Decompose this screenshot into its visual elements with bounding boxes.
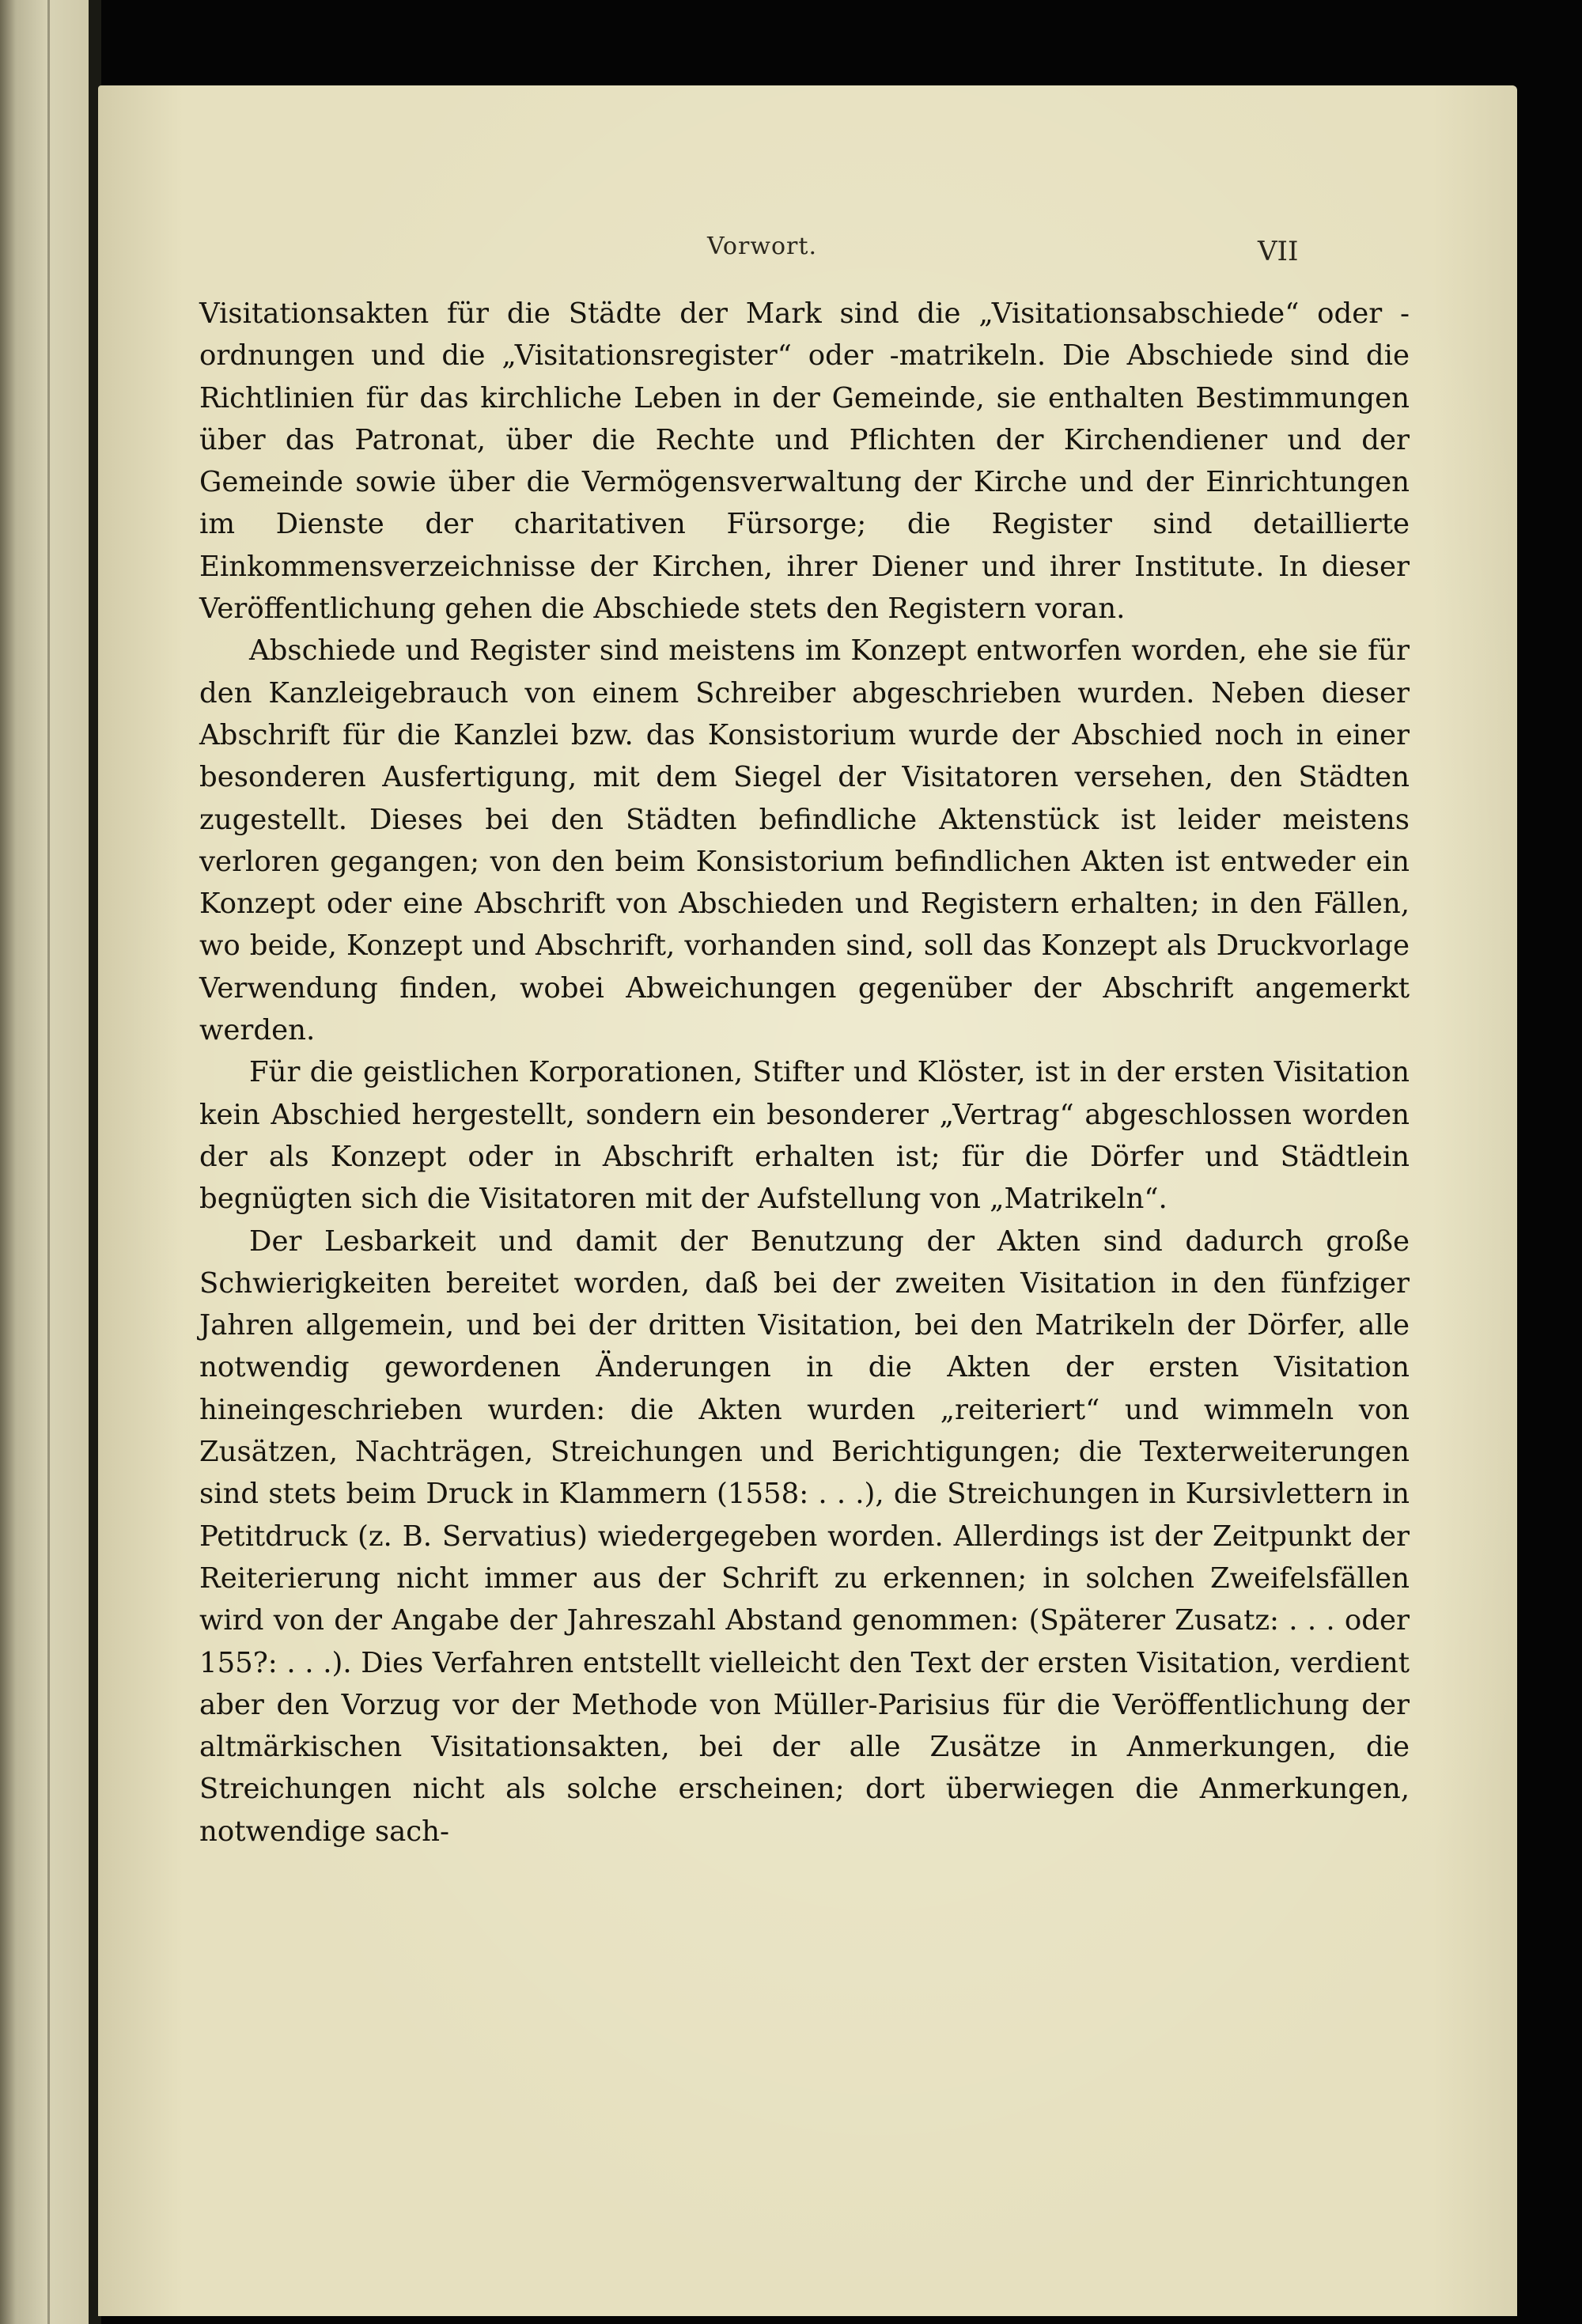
page-number: VII [1258,236,1299,267]
paragraph-3: Für die geistlichen Korporationen, Stifter und Klöster, ist in der ersten Visitation kein Abschied hergestellt, sondern ein besonderer „Vertrag“ abgeschlossen worden der als Konzept oder in Abschrift erhalten ist; für die Dörfer und Städtlein begnügten sich die Visitatoren mit der Aufstellung von „Matrikeln“. [199,1056,1410,1216]
body-text [199,293,1410,1853]
page-header [98,233,1517,280]
book-page [98,85,1517,2316]
spine-shadow-line [47,0,50,2324]
paragraph-4: Der Lesbarkeit und damit der Benutzung der Akten sind dadurch große Schwierigkeiten bereitet worden, daß bei der zweiten Visitation in den fünfziger Jahren allgemein, und bei der dritten Visitation, bei den Matrikeln der Dörfer, alle notwendig gewordenen Änderungen in die Akten der ersten Visitation hineingeschrieben wurden: die Akten wurden „reiteriert“ und wimmeln von Zusätzen, Nachträgen, Streichungen und Berichtigungen; die Texterweiterungen sind stets beim Druck in Klammern (1558: . . .), die Streichungen in Kursivlettern in Petitdruck (z. B. Servatius) wiedergegeben worden. Allerdings ist der Zeitpunkt der Reiterierung nicht immer aus der Schrift zu erkennen; in solchen Zweifelsfällen wird von der Angabe der Jahreszahl Abstand genommen: (Späterer Zusatz: . . . oder 155?: . . .). Dies Verfahren entstellt vielleicht den Text der ersten Visitation, verdient aber den Vorzug vor der Methode von Müller-Parisius für die Veröffentlichung der altmärkischen Visitationsakten, bei der alle Zusätze in Anmerkungen, die Streichungen nicht als solche erscheinen; dort überwiegen die Anmerkungen, notwendige sach- [199,1224,1410,1848]
running-head: Vorwort. [707,233,817,260]
facing-page-edge [0,0,89,2324]
paragraph-2: Abschiede und Register sind meistens im Konzept entworfen worden, ehe sie für den Kanzleigebrauch von einem Schreiber abgeschrieben wurden. Neben dieser Abschrift für die Kanzlei bzw. das Konsistorium wurde der Abschied noch in einer besonderen Ausfertigung, mit dem Siegel der Visitatoren versehen, den Städten zugestellt. Dieses bei den Städten befindliche Aktenstück ist leider meistens verloren gegangen; von den beim Konsistorium befindlichen Akten ist entweder ein Konzept oder eine Abschrift von Abschieden und Registern erhalten; in den Fällen, wo beide, Konzept und Abschrift, vorhanden sind, soll das Konzept als Druckvorlage Verwendung finden, wobei Abweichungen gegenüber der Abschrift angemerkt werden. [199,634,1410,1047]
paragraph-1: Visitationsakten für die Städte der Mark sind die „Visitationsabschiede“ oder -ordnungen und die „Visitationsregister“ oder -matrikeln. Die Abschiede sind die Richtlinien für das kirchliche Leben in der Gemeinde, sie enthalten Bestimmungen über das Patronat, über die Rechte und Pflichten der Kirchendiener und der Gemeinde sowie über die Vermögensverwaltung der Kirche und der Einrichtungen im Dienste der charitativen Fürsorge; die Register sind detaillierte Einkommensverzeichnisse der Kirchen, ihrer Diener und ihrer Institute. In dieser Veröffentlichung gehen die Abschiede stets den Registern voran. [199,297,1410,626]
